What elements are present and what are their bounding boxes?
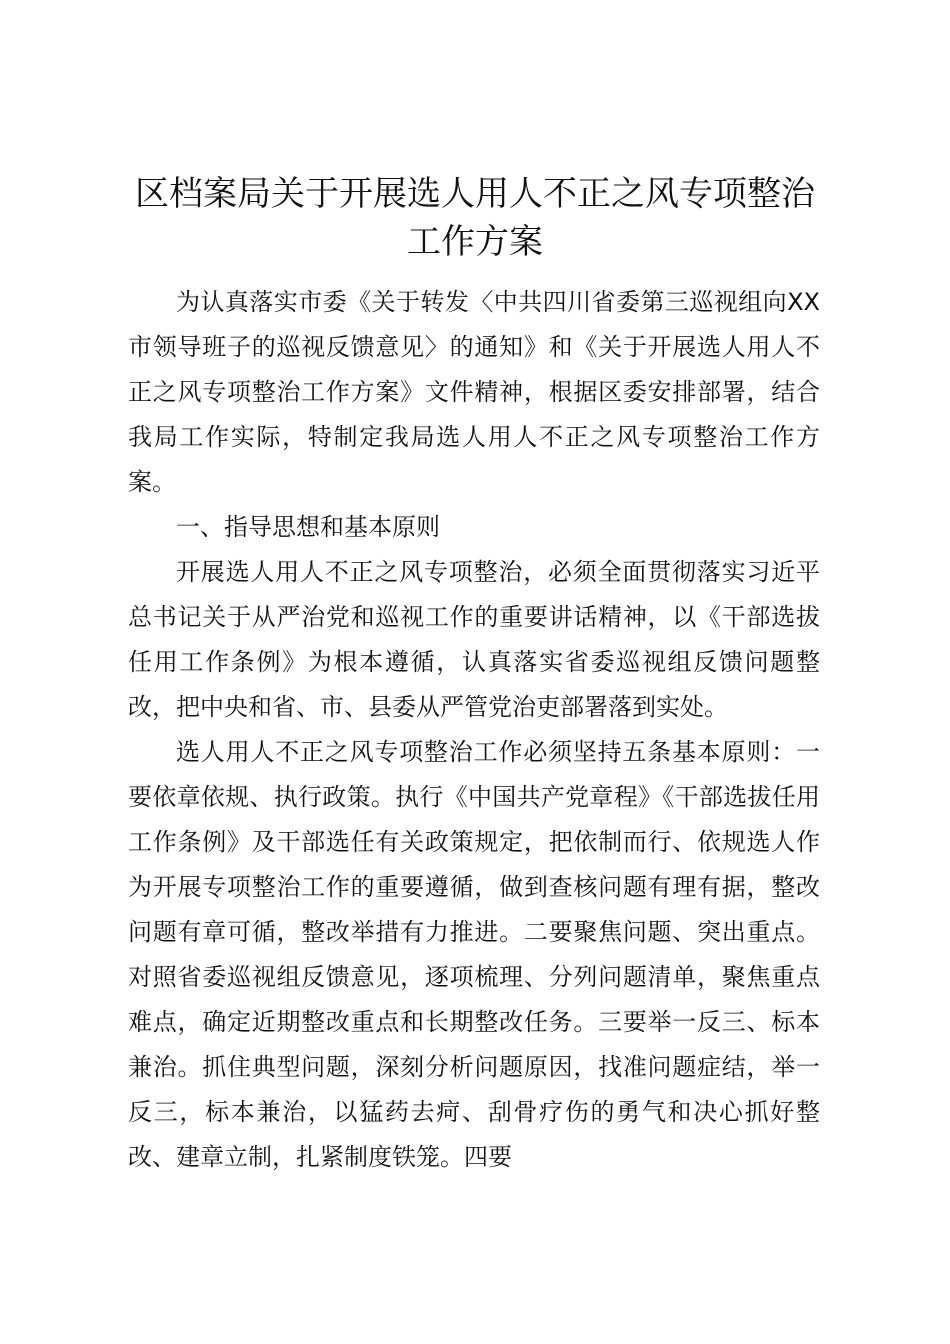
- paragraph-intro: 为认真落实市委《关于转发〈中共四川省委第三巡视组向XX市领导班子的巡视反馈意见〉的通知》和《关于开展选人用人不正之风专项整治工作方案》文件精神，根据区委安排部署，结合我局工作实际，特制定我局选人用人不正之风专项整治工作方案。: [128, 288, 820, 496]
- title-line-1: 区档案局关于开展选人用人不正之风专项整治: [135, 174, 815, 214]
- document-body: [128, 280, 820, 1180]
- title-line-2: 工作方案: [407, 222, 543, 262]
- paragraph-basic-principles: 选人用人不正之风专项整治工作必须坚持五条基本原则：一要依章依规、执行政策。执行《中国共产党章程》《干部选拔任用工作条例》及干部选任有关政策规定，把依制而行、依规选人作为开展专项整治工作的重要遵循，做到查核问题有理有据，整改问题有章可循，整改举措有力推进。二要聚焦问题、突出重点。对照省委巡视组反馈意见，逐项梳理、分列问题清单，聚焦重点难点，确定近期整改重点和长期整改任务。三要举一反三、标本兼治。抓住典型问题，深刻分析问题原因，找准问题症结，举一反三，标本兼治，以猛药去疴、刮骨疗伤的勇气和决心抓好整改、建章立制，扎紧制度铁笼。四要: [128, 738, 820, 1171]
- paragraph-guiding-thought: 开展选人用人不正之风专项整治，必须全面贯彻落实习近平总书记关于从严治党和巡视工作的重要讲话精神，以《干部选拔任用工作条例》为根本遵循，认真落实省委巡视组反馈问题整改，把中央和省、市、县委从严管党治吏部署落到实处。: [128, 558, 820, 721]
- document-title: [100, 170, 850, 266]
- section-heading-1: 一、指导思想和基本原则: [176, 513, 440, 541]
